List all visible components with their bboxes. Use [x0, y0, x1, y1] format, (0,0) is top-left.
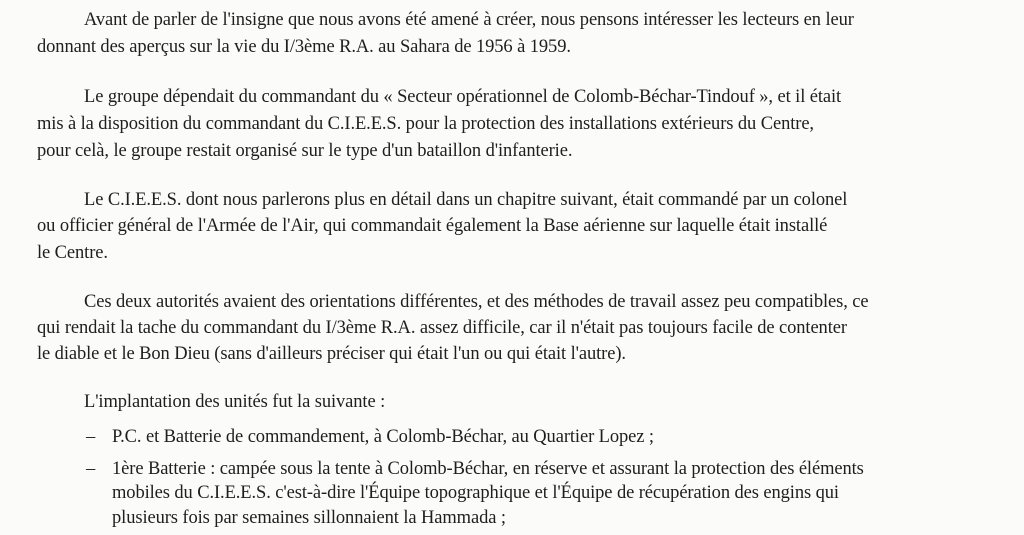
text-line: donnant des aperçus sur la vie du I/3ème R.A. au Sahara de 1956 à 1959. [37, 37, 571, 57]
list-intro: L'implantation des unités fut la suivante : [84, 392, 386, 412]
text-line: Le C.I.E.E.S. dont nous parlerons plus en détail dans un chapitre suivant, était commandé par un colonel [84, 190, 848, 210]
text-line: mis à la disposition du commandant du C.I.E.E.S. pour la protection des installations extérieurs du Centre, [37, 114, 814, 134]
text-line: ou officier général de l'Armée de l'Air, qui commandait également la Base aérienne sur laquelle était installé [37, 216, 828, 236]
text-line: le Centre. [37, 243, 108, 263]
list-item-text: plusieurs fois par semaines sillonnaient la Hammada ; [112, 508, 506, 528]
text-line: Ces deux autorités avaient des orientations différentes, et des méthodes de travail assez peu compatibles, ce [84, 292, 869, 312]
list-item-text: 1ère Batterie : campée sous la tente à Colomb-Béchar, en réserve et assurant la protection des éléments [112, 459, 864, 479]
text-line: le diable et le Bon Dieu (sans d'ailleurs préciser qui était l'un ou qui était l'autre). [37, 344, 626, 364]
list-bullet: – [86, 459, 96, 479]
text-line: Avant de parler de l'insigne que nous avons été amené à créer, nous pensons intéresser les lecteurs en leur [84, 10, 854, 30]
list-item-text: mobiles du C.I.E.E.S. c'est-à-dire l'Équipe topographique et l'Équipe de récupération des engins qui [112, 483, 839, 503]
text-line: qui rendait la tache du commandant du I/3ème R.A. assez difficile, car il n'était pas toujours facile de contenter [37, 318, 847, 338]
text-line: pour celà, le groupe restait organisé sur le type d'un bataillon d'infanterie. [37, 141, 573, 161]
list-item-text: P.C. et Batterie de commandement, à Colomb-Béchar, au Quartier Lopez ; [112, 427, 654, 447]
list-bullet: – [86, 427, 96, 447]
text-line: Le groupe dépendait du commandant du « Secteur opérationnel de Colomb-Béchar-Tindouf », et il était [84, 87, 842, 107]
